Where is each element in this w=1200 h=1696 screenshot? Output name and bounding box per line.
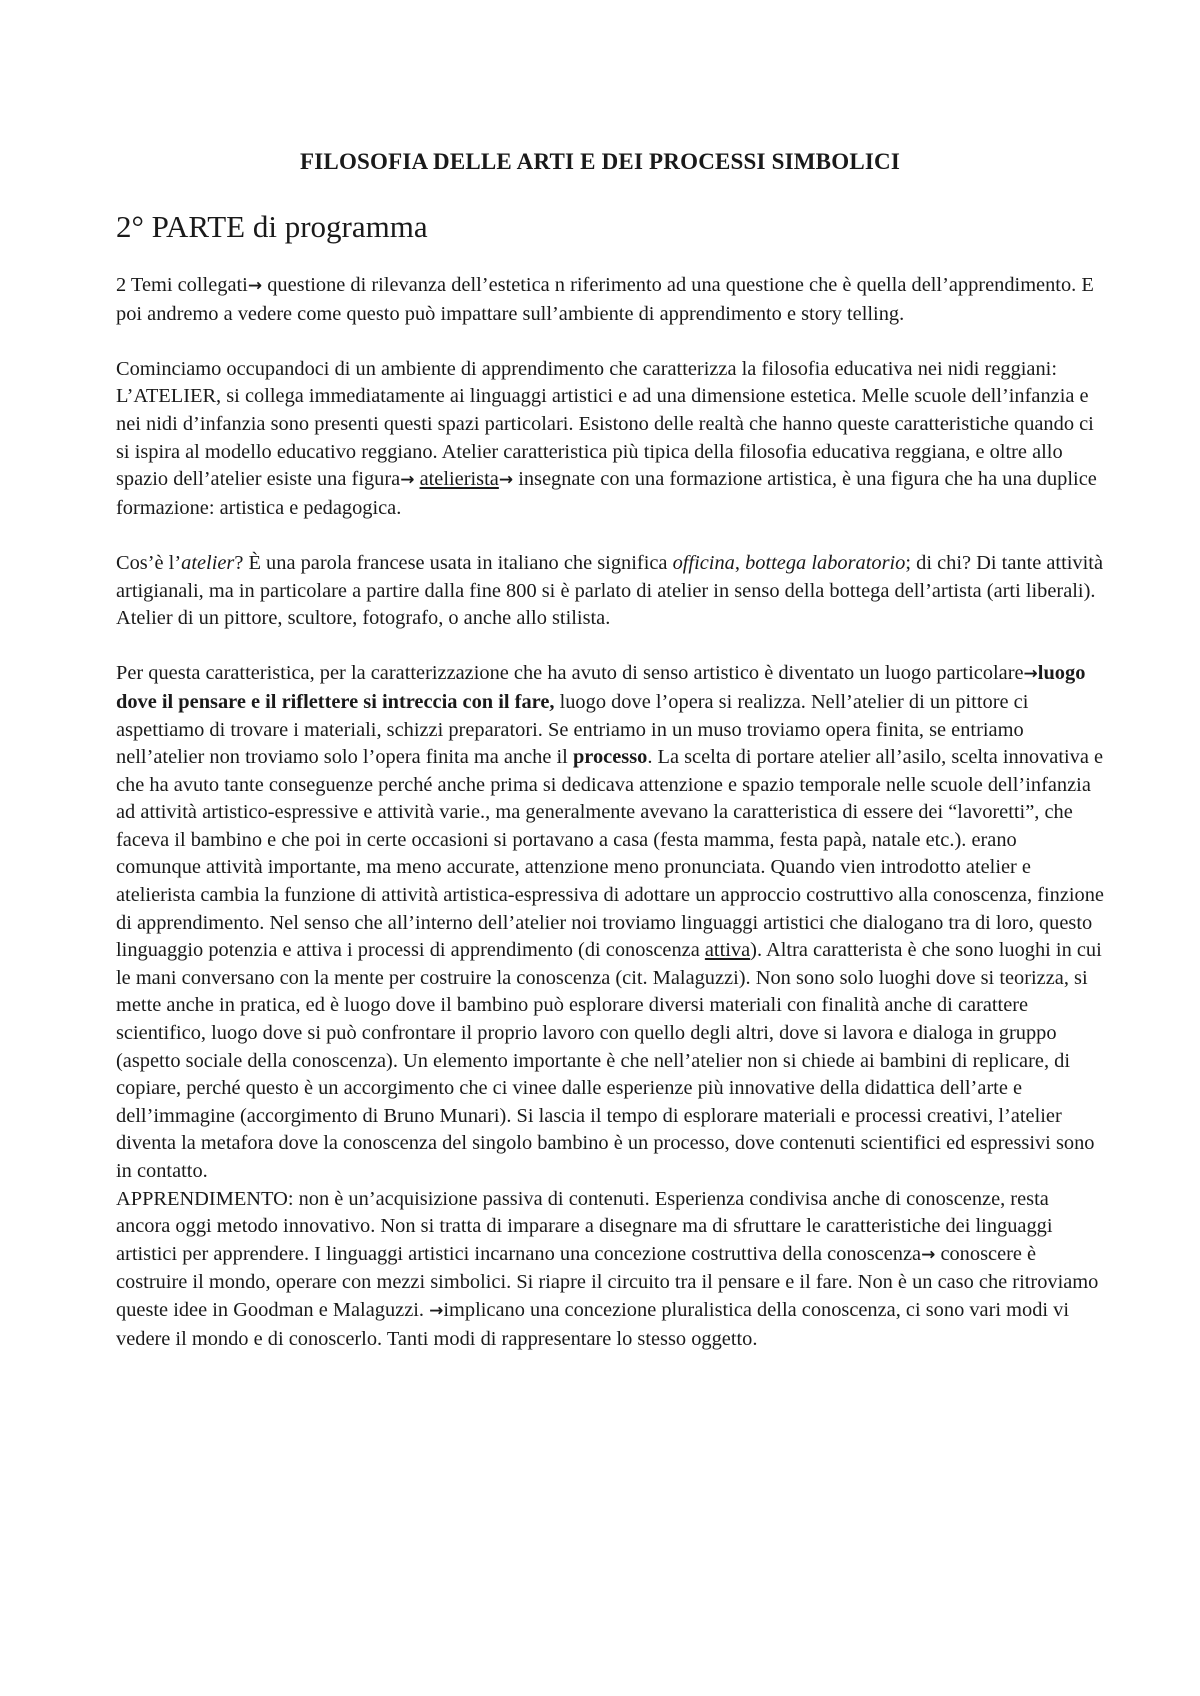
arrow-icon: → bbox=[429, 1300, 444, 1321]
italic-term: bottega laboratorio bbox=[745, 551, 906, 574]
bold-term-processo: processo bbox=[572, 746, 648, 769]
text-span: ; di chi? Di tante attività artigianali, ma in particolare a partire dalla fine 800 si è parlato di atelier in senso della bottega dell’artista (arti liberali). Atelier di un pittore, scultore, fotografo, o anche allo stilista. bbox=[116, 551, 1104, 630]
heading-apprendimento: APPRENDIMENTO bbox=[116, 1187, 288, 1210]
paragraph-atelier-characteristics bbox=[116, 660, 1106, 1185]
underlined-term-attiva: attiva bbox=[704, 939, 751, 962]
text-span: ? È una parola francese usata in italiano che significa bbox=[234, 551, 673, 574]
paragraph-atelier-intro bbox=[116, 356, 1106, 523]
text-span: conoscere è costruire il mondo, operare con mezzi simbolici. Si riapre il circuito tra il pensare e il fare. Non è un caso che ritroviamo queste idee in Goodman e Malaguzzi. bbox=[116, 1242, 1099, 1321]
italic-term: officina bbox=[672, 551, 735, 574]
document-body bbox=[116, 272, 1106, 1353]
paragraph-intro bbox=[116, 272, 1106, 328]
text-span: luogo dove l’opera si realizza. Nell’atelier di un pittore ci aspettiamo di trovare i materiali, schizzi preparatori. Se entriamo in un muso troviamo opera finita, se entriamo nell’atelier non troviamo solo l’opera finita ma anche il bbox=[116, 690, 1029, 769]
text-span: Cominciamo occupandoci di un ambiente di apprendimento che caratterizza la filosofia educativa nei nidi reggiani: L’ATELIER, si collega immediatamente ai linguaggi artistici e ad una dimensione estetica. Melle scuole dell’infanzia e nei nidi d’infanzia sono presenti questi spazi particolari. Esistono delle realtà che hanno queste caratteristiche quando ci si ispira al modello educativo reggiano. Atelier caratteristica più tipica della filosofia educativa reggiana, e oltre allo spazio dell’atelier esiste una figura bbox=[116, 357, 1094, 491]
text-span: 2 Temi collegati bbox=[116, 274, 248, 296]
text-span: . La scelta di portare atelier all’asilo, scelta innovativa e che ha avuto tante conseguenze perché anche prima si dedicava attenzione e spazio temporale nelle scuole dell’infanzia ad attività artistico-espressive e attività varie., ma generalmente avevano la caratteristica di essere dei “lavoretti”, che faceva il bambino e che poi in certe occasioni si portavano a casa (festa mamma, festa papà, natale etc.). erano comunque attività importante, ma meno accurate, attenzione meno pronunciata. Quando vien introdotto atelier e atelierista cambia la funzione di attività artistica-espressiva di adottare un approccio costruttivo alla conoscenza, finzione di apprendimento. Nel senso che all’interno dell’atelier noi troviamo linguaggi artistici che dialogano tra di loro, questo linguaggio potenzia e attiva i processi di apprendimento (di conoscenza bbox=[116, 746, 1104, 962]
text-span: , bbox=[734, 551, 746, 574]
document-title: FILOSOFIA DELLE ARTI E DEI PROCESSI SIMBOLICI bbox=[300, 149, 900, 174]
bold-phrase: luogo dove il pensare e il riflettere si intreccia con il fare, bbox=[116, 662, 1086, 713]
text-span: implicano una concezione pluralistica della conoscenza, ci sono vari modi vi vedere il mondo e di conoscerlo. Tanti modi di rappresentare lo stesso oggetto. bbox=[116, 1298, 1070, 1350]
text-span: questione di rilevanza dell’estetica n riferimento ad una questione che è quella dell’apprendimento. E poi andremo a vedere come questo può impattare sull’ambiente di apprendimento e story telling. bbox=[116, 274, 1094, 325]
text-span: : non è un’acquisizione passiva di contenuti. Esperienza condivisa anche di conoscenze, resta ancora oggi metodo innovativo. Non si tratta di imparare a disegnare ma di sfruttare le caratteristiche dei linguaggi artistici per apprendere. I linguaggi artistici incarnano una concezione costruttiva della conoscenza bbox=[116, 1187, 1053, 1265]
text-span: Per questa caratteristica, per la caratterizzazione che ha avuto di senso artistico è diventato un luogo particolare bbox=[116, 662, 1024, 685]
underlined-term-atelierista: atelierista bbox=[419, 468, 499, 491]
arrow-icon: → bbox=[247, 276, 263, 296]
text-span: Cos’è l’ bbox=[116, 551, 182, 574]
text-span: ). Altra caratterista è che sono luoghi in cui le mani conversano con la mente per costruire la conoscenza (cit. Malaguzzi). Non sono solo luoghi dove si teorizza, si mette anche in pratica, ed è luogo dove il bambino può esplorare diversi materiali con finalità anche di carattere scientifico, luogo dove si può confrontare il proprio lavoro con quello degli altri, dove si lavora e dialoga in gruppo (aspetto sociale della conoscenza). Un elemento importante è che nell’atelier non si chiede ai bambini di replicare, di copiare, perché questo è un accorgimento che ci vinee dalle esperienze più innovative della didattica dell’arte e dell’immagine (accorgimento di Bruno Munari). Si lascia il tempo di esplorare materiali e processi creativi, l’atelier diventa la metafora dove la conoscenza del singolo bambino è un processo, dove contenuti scientifici ed espressivi sono in contatto. bbox=[116, 939, 1102, 1182]
italic-term: atelier bbox=[181, 551, 235, 574]
arrow-icon: → bbox=[498, 470, 514, 491]
arrow-icon: → bbox=[400, 470, 415, 491]
text-span: insegnate con una formazione artistica, è una figura che ha una duplice formazione: artistica e pedagogica. bbox=[116, 468, 1097, 519]
arrow-icon: → bbox=[1023, 664, 1038, 685]
arrow-icon: → bbox=[921, 1244, 936, 1265]
document-subtitle: 2° PARTE di programma bbox=[116, 209, 428, 244]
paragraph-atelier-definition bbox=[116, 550, 1106, 633]
paragraph-apprendimento bbox=[116, 1186, 1106, 1354]
